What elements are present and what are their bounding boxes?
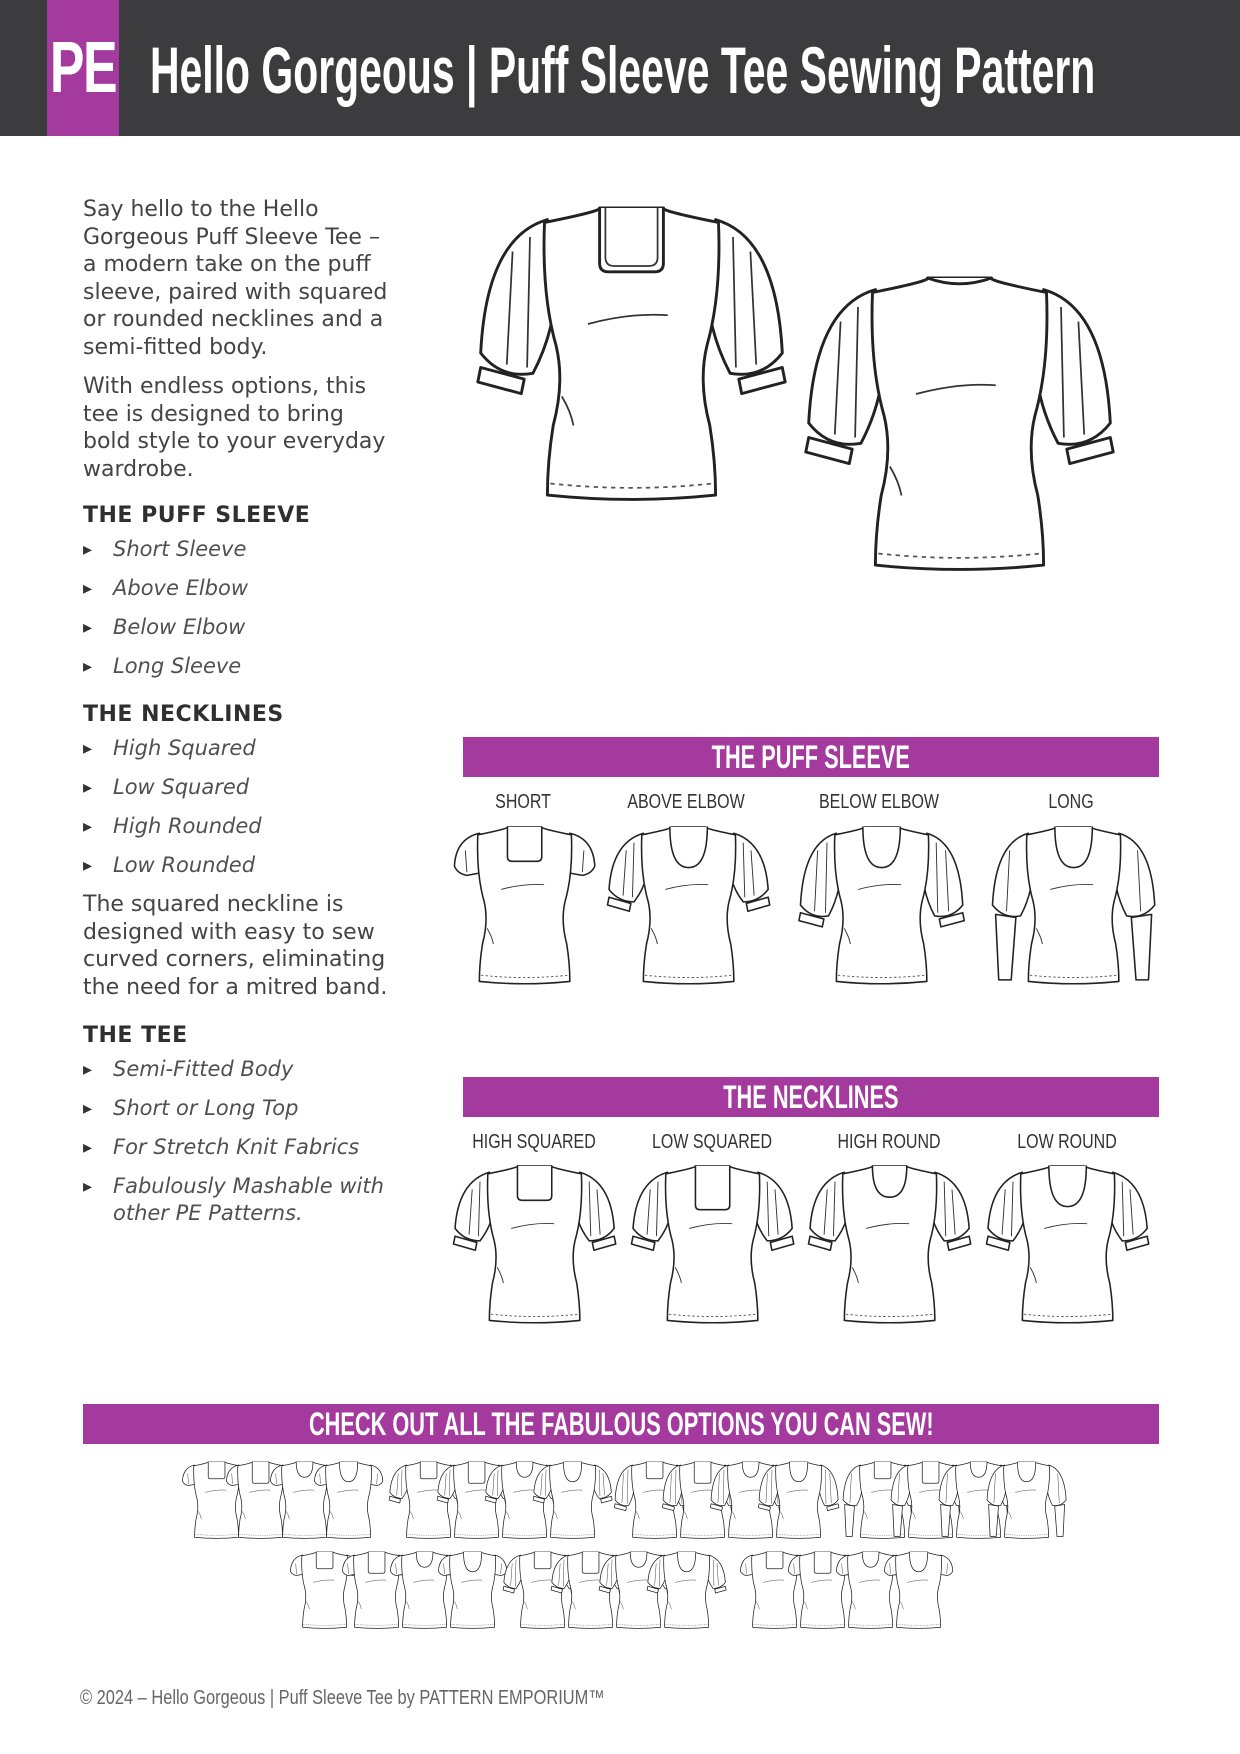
sleeve-below-elbow-tee: [799, 827, 964, 984]
neck-low-squared-tee: [631, 1166, 793, 1323]
label-above-elbow: ABOVE ELBOW: [627, 791, 745, 813]
necklines-heading: THE NECKLINES: [83, 702, 284, 727]
list-item: ▸ Short or Long Top: [83, 1095, 393, 1122]
list-item: ▸ Fabulously Mashable with other PE Patterns.: [83, 1173, 393, 1227]
label-long: LONG: [1048, 791, 1094, 813]
label-low-squared: LOW SQUARED: [651, 1131, 773, 1153]
list-item: ▸ Short Sleeve: [83, 536, 393, 563]
options-row-1: [182, 1462, 1066, 1538]
label-high-round: HIGH ROUND: [837, 1131, 941, 1153]
tee-heading: THE TEE: [83, 1023, 188, 1048]
sleeve-short-tee: [454, 827, 594, 984]
sleeve-above-elbow-tee: [607, 827, 769, 984]
list-item: ▸ High Squared: [83, 735, 393, 762]
list-item: ▸ Semi-Fitted Body: [83, 1056, 393, 1083]
puff-sleeve-band: THE PUFF SLEEVE: [463, 737, 1159, 777]
neckline-note: The squared neckline is designed with easy to sew curved corners, eliminating the need for a mitred band.: [83, 892, 388, 1000]
list-item: ▸ High Rounded: [83, 813, 393, 840]
hero-back-view: [806, 278, 1113, 569]
list-item: ▸ Long Sleeve: [83, 653, 393, 680]
neck-high-round-tee: [808, 1166, 970, 1323]
list-item: ▸ For Stretch Knit Fabrics: [83, 1134, 393, 1161]
intro-paragraph-2: With endless options, this tee is designed to bring bold style to your everyday wardrobe.: [83, 374, 386, 482]
necklines-band: THE NECKLINES: [463, 1077, 1159, 1117]
list-item: ▸ Below Elbow: [83, 614, 393, 641]
label-high-squared: HIGH SQUARED: [472, 1131, 596, 1153]
page-title: Hello Gorgeous | Puff Sleeve Tee Sewing Pattern: [150, 33, 1096, 107]
label-low-round: LOW ROUND: [1017, 1131, 1117, 1153]
sleeve-long-tee: [992, 827, 1154, 984]
label-below-elbow: BELOW ELBOW: [818, 791, 940, 813]
neck-high-squared-tee: [453, 1166, 615, 1323]
footer-copyright: © 2024 – Hello Gorgeous | Puff Sleeve Tee by PATTERN EMPORIUM™: [80, 1687, 605, 1709]
intro-paragraph-1: Say hello to the Hello Gorgeous Puff Sleeve Tee – a modern take on the puff sleeve, paired with squared or rounded necklines and a semi-fitted body.: [83, 197, 388, 360]
puff-sleeve-heading: THE PUFF SLEEVE: [83, 503, 311, 528]
list-item: ▸ Low Squared: [83, 774, 393, 801]
pe-logo: PE: [47, 0, 119, 136]
options-row-2: [290, 1552, 952, 1628]
options-band: CHECK OUT ALL THE FABULOUS OPTIONS YOU CAN SEW!: [83, 1404, 1159, 1444]
list-item: ▸ Above Elbow: [83, 575, 393, 602]
list-item: ▸ Low Rounded: [83, 852, 393, 879]
label-short: SHORT: [495, 791, 551, 813]
hero-front-view: [478, 208, 785, 499]
neck-low-round-tee: [986, 1166, 1148, 1323]
